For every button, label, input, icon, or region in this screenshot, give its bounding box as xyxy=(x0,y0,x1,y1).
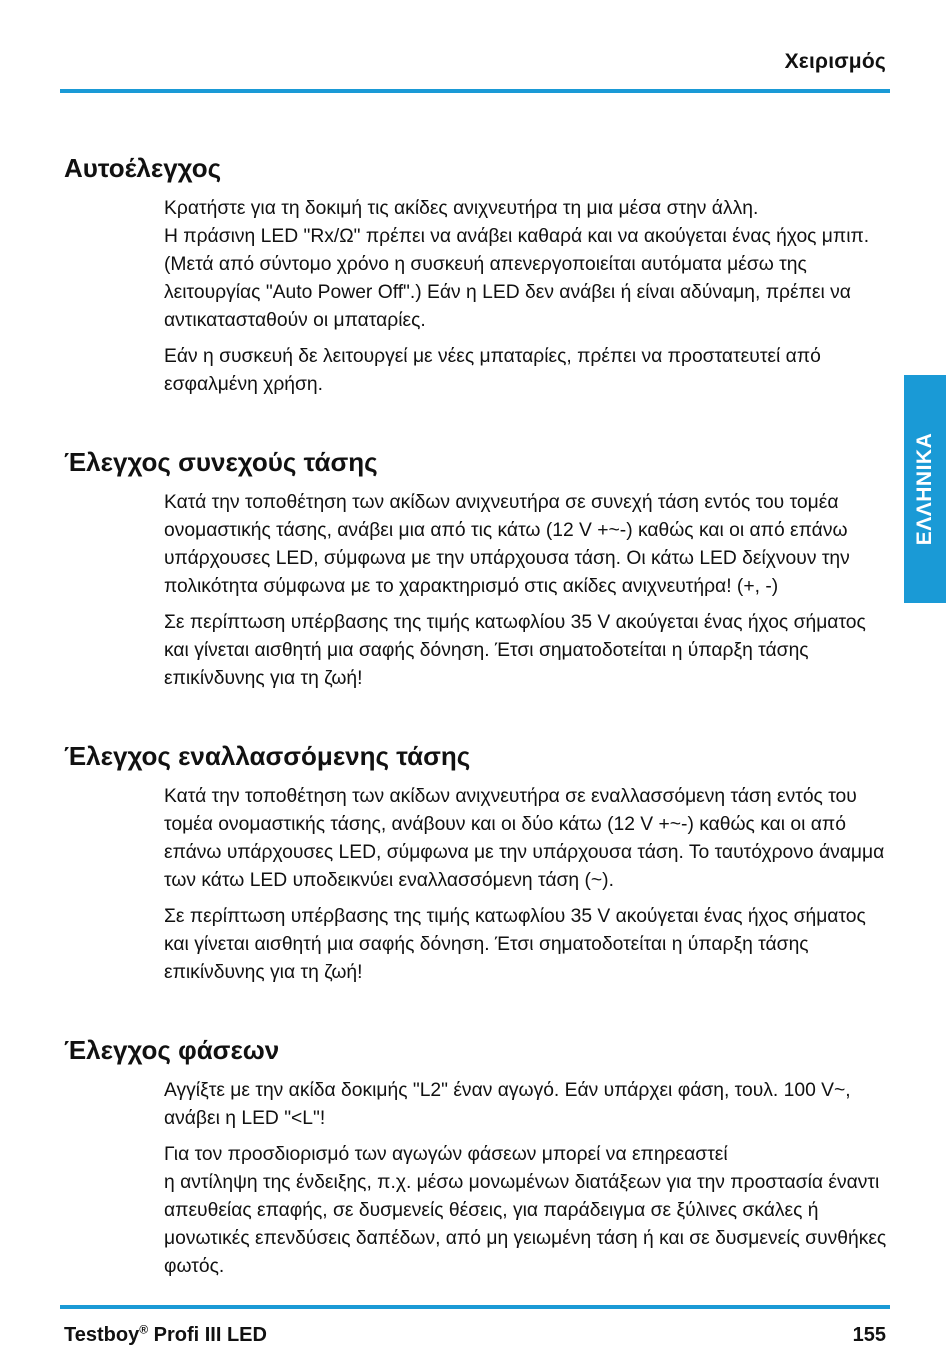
footer-brand: Testboy xyxy=(64,1324,140,1346)
section-heading: Έλεγχος εναλλασσόμενης τάσης xyxy=(64,741,471,771)
section-heading: Αυτοέλεγχος xyxy=(64,153,222,183)
paragraph-line: Κατά την τοποθέτηση των ακίδων ανιχνευτήρα σε συνεχή τάση εντός του τομέα ονομαστικής τάσης, ανάβει μια από τις κάτω (12 V +~-) καθώς και οι από επάνω υπάρχουσες LED, σύμφωνα με την υπάρχουσα τάση. Οι κάτω LED δείχνουν την πολικότητα σύμφωνα με το χαρακτηρισμό στις ακίδες ανιχνευτήρα! (+, -) xyxy=(164,492,850,597)
footer-product: Profi III LED xyxy=(148,1324,267,1346)
footer-rule xyxy=(60,1305,890,1309)
paragraph-line: Η πράσινη LED "Rx/Ω" πρέπει να ανάβει καθαρά και να ακούγεται ένας ήχος μπιπ. (Μετά από σύντομο χρόνο η συσκευή απενεργοποιείται αυτόματα μέσω της λειτουργίας "Auto Power Off".) Εάν η LED δεν ανάβει ή είναι αδύναμη, πρέπει να αντικατασταθούν οι μπαταρίες. xyxy=(164,226,870,331)
header-rule xyxy=(60,89,890,93)
paragraph-line: Σε περίπτωση υπέρβασης της τιμής κατωφλίου 35 V ακούγεται ένας ήχος σήματος και γίνεται αισθητή μια σαφής δόνηση. Έτσι σηματοδοτείται η ύπαρξη τάσης επικίνδυνης για τη ζωή! xyxy=(164,906,866,983)
section-paragraph xyxy=(164,609,890,693)
page-number: 155 xyxy=(852,1324,886,1346)
paragraph-line: Αγγίξτε με την ακίδα δοκιμής "L2" έναν αγωγό. Εάν υπάρχει φάση, τουλ. 100 V~, ανάβει η LED "<L"! xyxy=(164,1080,851,1129)
section-self-test xyxy=(64,153,890,407)
running-header-title: Χειρισμός xyxy=(784,50,886,73)
paragraph-line: Εάν η συσκευή δε λειτουργεί με νέες μπαταρίες, πρέπει να προστατευτεί από εσφαλμένη χρήση. xyxy=(164,346,821,395)
section-paragraph xyxy=(164,1077,890,1133)
section-paragraph xyxy=(164,903,890,987)
section-phase-test xyxy=(64,1035,890,1289)
language-side-tab xyxy=(904,375,946,603)
footer-product-name xyxy=(64,1324,267,1347)
section-paragraph xyxy=(164,489,890,601)
section-paragraph xyxy=(164,343,890,399)
section-heading: Έλεγχος φάσεων xyxy=(64,1035,280,1065)
section-dc-voltage-test xyxy=(64,447,890,701)
paragraph-line: Κρατήστε για τη δοκιμή τις ακίδες ανιχνευτήρα τη μια μέσα στην άλλη. xyxy=(164,198,759,219)
section-heading: Έλεγχος συνεχούς τάσης xyxy=(64,447,378,477)
paragraph-line: Κατά την τοποθέτηση των ακίδων ανιχνευτήρα σε εναλλασσόμενη τάση εντός του τομέα ονομαστικής τάσης, ανάβουν και οι δύο κάτω (12 V +~-) καθώς και οι από επάνω υπάρχουσες LED, σύμφωνα με την υπάρχουσα τάση. Το ταυτόχρονο άναμμα των κάτω LED υποδεικνύει εναλλασσόμενη τάση (~). xyxy=(164,786,885,891)
paragraph-line: Για τον προσδιορισμό των αγωγών φάσεων μπορεί να επηρεαστεί xyxy=(164,1144,728,1165)
section-paragraph xyxy=(164,783,890,895)
section-paragraph xyxy=(164,195,890,335)
paragraph-line: Σε περίπτωση υπέρβασης της τιμής κατωφλίου 35 V ακούγεται ένας ήχος σήματος και γίνεται αισθητή μια σαφής δόνηση. Έτσι σηματοδοτείται η ύπαρξη τάσης επικίνδυνης για τη ζωή! xyxy=(164,612,866,689)
registered-mark: ® xyxy=(139,1322,149,1337)
paragraph-line: η αντίληψη της ένδειξης, π.χ. μέσω μονωμένων διατάξεων για την προστασία έναντι απευθείας επαφής, σε δυσμενείς θέσεις, για παράδειγμα σε ξύλινες σκάλες ή μονωτικές επενδύσεις δαπέδων, από μη γειωμένη τάση ή και σε δυσμενείς συνθήκες φωτός. xyxy=(164,1172,887,1277)
section-paragraph xyxy=(164,1141,890,1281)
section-ac-voltage-test xyxy=(64,741,890,995)
language-side-tab-label: ΕΛΛΗΝΙΚΑ xyxy=(913,432,936,546)
